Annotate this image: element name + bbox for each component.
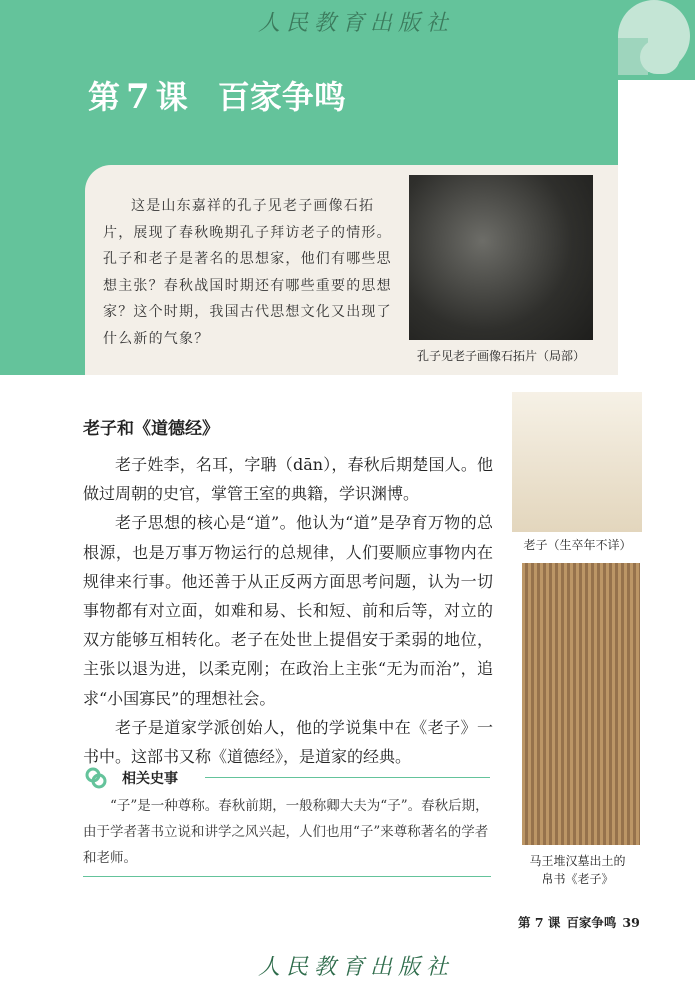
related-history-icon: [84, 766, 108, 790]
rubbing-caption: 孔子见老子画像石拓片（局部）: [416, 349, 585, 363]
silk-caption: [505, 852, 650, 888]
sidebar-title: 相关史事: [122, 771, 178, 787]
section-heading: 老子和《道德经》: [83, 419, 219, 439]
lesson-name: 百家争鸣: [217, 78, 346, 116]
silk-caption-line: 帛书《老子》: [541, 872, 614, 886]
lesson-title: [88, 72, 346, 118]
silk-manuscript-image: [522, 563, 640, 845]
intro-text: 这是山东嘉祥的孔子见老子画像石拓片，展现了春秋晚期孔子拜访老子的情形。孔子和老子是著名的思想家，他们有哪些思想主张？春秋战国时期还有哪些重要的思想家？这个时期，我国古代思想文化又出现了什么新的气象？: [103, 198, 392, 347]
page-footer: [518, 913, 646, 931]
footer-title: 百家争鸣: [566, 915, 617, 930]
footer-lesson: 第 7 课: [518, 915, 561, 930]
sidebar-text: “子”是一种尊称。春秋前期，一般称卿大夫为“子”。春秋后期，由于学者著书立说和讲学之风兴起，人们也用“子”来尊称著名的学者和老师。: [83, 798, 489, 866]
page-number: 39: [622, 915, 640, 930]
stone-rubbing-image: [409, 175, 593, 340]
divider: [205, 777, 490, 778]
laozi-portrait-image: [512, 392, 642, 532]
laozi-caption: 老子（生卒年不详）: [523, 538, 632, 552]
silk-caption-line: 马王堆汉墓出土的: [529, 854, 626, 868]
paragraph: 老子姓李，名耳，字聃（dān），春秋后期楚国人。他做过周朝的史官，掌管王室的典籍，学识渊博。: [83, 455, 493, 504]
lesson-suffix: 课: [155, 78, 188, 116]
lesson-prefix: 第: [88, 78, 121, 116]
publisher-logo-bottom: 人民教育出版社: [258, 955, 455, 980]
sidebar-body: [83, 793, 491, 871]
divider: [83, 876, 491, 877]
publisher-logo-top: 人民教育出版社: [258, 11, 455, 36]
section-body: [83, 450, 493, 771]
intro-box: [85, 165, 618, 375]
page-curl-decoration: [618, 0, 695, 75]
lesson-number: 7: [126, 77, 150, 117]
paragraph: 老子思想的核心是“道”。他认为“道”是孕育万物的总根源，也是万事万物运行的总规律，人们要顺应事物内在规律来行事。他还善于从正反两方面思考问题，认为一切事物都有对立面，如难和易、长和短、前和后等，对立的双方能够互相转化。老子在处世上提倡安于柔弱的地位，主张以退为进，以柔克刚；在政治上主张“无为而治”，追求“小国寡民”的理想社会。: [83, 513, 493, 708]
paragraph: 老子是道家学派创始人，他的学说集中在《老子》一书中。这部书又称《道德经》，是道家的经典。: [83, 717, 493, 767]
